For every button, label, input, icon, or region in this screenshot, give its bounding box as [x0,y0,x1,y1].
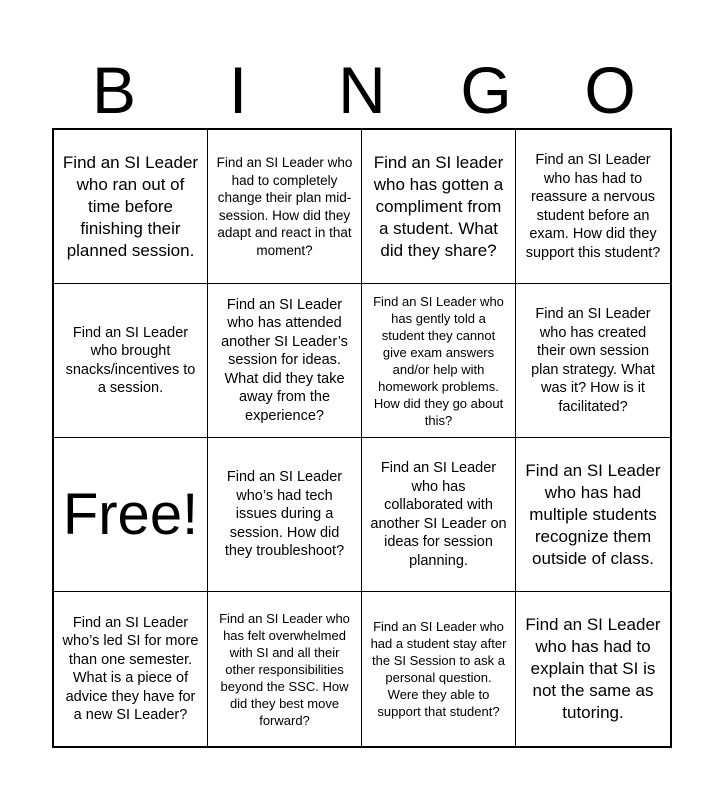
cell-text: Find an SI Leader who has created their own session plan strategy. What was it? How is it facilitated? [531,306,655,415]
bingo-cell-13[interactable] [54,592,208,746]
bingo-grid [52,128,672,748]
bingo-cell-2[interactable] [208,130,362,284]
cell-text: Find an SI Leader who has attended another SI Leader’s session for ideas. What did they take away from the experience? [221,296,348,424]
bingo-header [52,52,672,128]
bingo-cell-7[interactable] [362,284,516,438]
cell-text: Find an SI leader who has gotten a compliment from a student. What did they share? [373,152,504,260]
bingo-cell-1[interactable] [54,130,208,284]
cell-text: Find an SI Leader who has had multiple students recognize them outside of class. [525,460,661,568]
cell-text: Find an SI Leader who brought snacks/incentives to a session. [65,324,196,396]
cell-text: Find an SI Leader who has gently told a student they cannot give exam answers and/or help with homework problems. How did they go about this? [373,293,504,428]
bingo-cell-15[interactable] [362,592,516,746]
bingo-cell-6[interactable] [208,284,362,438]
header-letter-i: I [228,53,248,127]
bingo-free-cell[interactable] [54,438,208,592]
cell-text: Find an SI Leader who had to completely change their plan mid-session. How did they adapt and react in that moment? [216,155,353,258]
header-letter-g: G [460,53,512,127]
bingo-cell-16[interactable] [516,592,670,746]
bingo-cell-8[interactable] [516,284,670,438]
bingo-cell-10[interactable] [208,438,362,592]
header-letter-n: N [338,53,386,127]
bingo-cell-3[interactable] [362,130,516,284]
bingo-cell-4[interactable] [516,130,670,284]
free-space-text: Free! [62,481,199,547]
bingo-cell-14[interactable] [208,592,362,746]
cell-text: Find an SI Leader who’s had tech issues during a session. How did they troubleshoot? [224,469,345,560]
header-letter-b: B [91,53,137,127]
cell-text: Find an SI Leader who has collaborated with another SI Leader on ideas for session planning. [370,460,507,569]
cell-text: Find an SI Leader who has felt overwhelmed with SI and all their other responsibilities beyond the SSC. How did they best move forward? [219,610,350,728]
cell-text: Find an SI Leader who has had to explain that SI is not the same as tutoring. [525,615,661,722]
bingo-cell-5[interactable] [54,284,208,438]
cell-text: Find an SI Leader who ran out of time before finishing their planned session. [62,152,199,260]
cell-text: Find an SI Leader who’s led SI for more than one semester. What is a piece of advice they have for a new SI Leader? [62,614,199,723]
cell-text: Find an SI Leader who has had to reassure a nervous student before an exam. How did they support this student? [525,152,661,261]
bingo-cell-11[interactable] [362,438,516,592]
header-letter-o: O [584,53,636,127]
bingo-cell-12[interactable] [516,438,670,592]
cell-text: Find an SI Leader who had a student stay after the SI Session to ask a personal question. Were they able to support that student? [370,619,507,719]
